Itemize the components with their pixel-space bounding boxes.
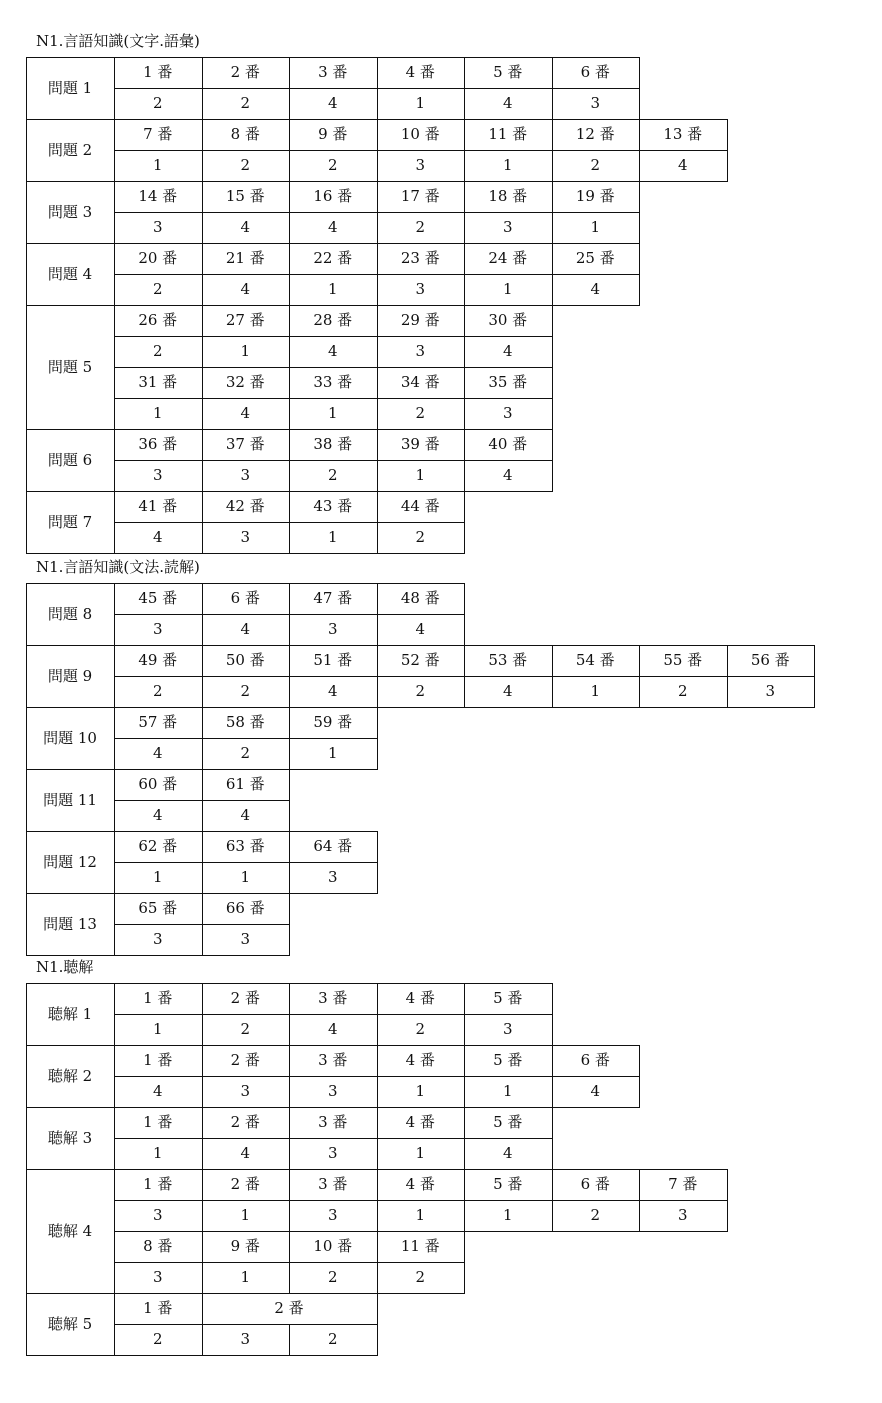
answer-value: 4 (152, 528, 163, 546)
answer-value: 3 (590, 94, 601, 112)
answer-value: 4 (590, 280, 601, 298)
answer-value: 4 (327, 94, 338, 112)
section-title: N1.言語知識(文字.語彙) (36, 32, 200, 50)
question-number: 49 番 (138, 651, 178, 669)
question-number: 8 番 (230, 125, 260, 143)
answer-value: 2 (415, 1020, 426, 1038)
answer-value: 2 (152, 1330, 163, 1348)
question-number: 6 番 (580, 63, 610, 81)
question-label: 問題 7 (47, 512, 93, 531)
answer-value: 4 (240, 404, 251, 422)
question-number: 18 番 (488, 187, 528, 205)
question-number: 2 番 (274, 1299, 304, 1317)
answer-value: 4 (502, 682, 513, 700)
question-number: 12 番 (575, 125, 615, 143)
question-label: 問題 3 (47, 202, 93, 221)
answer-value: 2 (240, 682, 251, 700)
question-number: 14 番 (138, 187, 178, 205)
answer-value: 2 (240, 744, 251, 762)
question-number: 58 番 (225, 713, 265, 731)
answer-value: 3 (152, 930, 163, 948)
answer-value: 3 (502, 218, 513, 236)
question-number: 27 番 (225, 311, 265, 329)
question-number: 60 番 (138, 775, 178, 793)
answer-value: 2 (152, 280, 163, 298)
answer-value: 4 (327, 218, 338, 236)
question-number: 24 番 (488, 249, 528, 267)
answer-value: 3 (240, 1330, 251, 1348)
answer-value: 1 (327, 528, 338, 546)
question-number: 47 番 (313, 589, 353, 607)
question-number: 15 番 (225, 187, 265, 205)
answer-value: 2 (327, 1268, 338, 1286)
answer-value: 4 (327, 682, 338, 700)
answer-value: 3 (502, 1020, 513, 1038)
question-label: 問題 12 (43, 852, 97, 871)
question-number: 57 番 (138, 713, 178, 731)
question-number: 28 番 (313, 311, 353, 329)
question-number: 1 番 (143, 1113, 173, 1131)
question-number: 3 番 (318, 989, 348, 1007)
answer-value: 2 (415, 218, 426, 236)
answer-value: 3 (327, 868, 338, 886)
answer-value: 3 (152, 1268, 163, 1286)
answer-value: 4 (502, 342, 513, 360)
section-title: N1.聴解 (36, 958, 94, 976)
question-label: 問題 13 (43, 914, 97, 933)
question-number: 56 番 (750, 651, 790, 669)
question-number: 5 番 (493, 989, 523, 1007)
answer-value: 4 (152, 806, 163, 824)
question-number: 38 番 (313, 435, 353, 453)
answer-value: 4 (415, 620, 426, 638)
question-number: 66 番 (225, 899, 265, 917)
question-label: 問題 4 (47, 264, 93, 283)
answer-value: 3 (415, 280, 426, 298)
answer-value: 4 (152, 1082, 163, 1100)
answer-value: 3 (677, 1206, 688, 1224)
question-number: 23 番 (400, 249, 440, 267)
question-number: 50 番 (225, 651, 265, 669)
question-number: 39 番 (400, 435, 440, 453)
question-number: 26 番 (138, 311, 178, 329)
answer-value: 1 (415, 1082, 426, 1100)
answer-value: 1 (415, 1144, 426, 1162)
answer-value: 2 (590, 156, 601, 174)
question-number: 42 番 (225, 497, 265, 515)
question-number: 34 番 (400, 373, 440, 391)
question-number: 25 番 (575, 249, 615, 267)
answer-value: 2 (240, 94, 251, 112)
question-label: 問題 5 (47, 357, 93, 376)
question-label: 問題 1 (47, 78, 93, 97)
question-number: 22 番 (313, 249, 353, 267)
question-number: 16 番 (313, 187, 353, 205)
question-number: 33 番 (313, 373, 353, 391)
answer-value: 2 (327, 466, 338, 484)
question-label: 聴解 4 (47, 1221, 93, 1240)
question-label: 問題 2 (47, 140, 93, 159)
question-number: 6 番 (230, 589, 260, 607)
answer-value: 3 (502, 404, 513, 422)
question-number: 1 番 (143, 1051, 173, 1069)
answer-value: 1 (240, 868, 251, 886)
answer-value: 4 (677, 156, 688, 174)
question-number: 10 番 (400, 125, 440, 143)
answer-value: 1 (502, 1082, 513, 1100)
answer-value: 4 (240, 620, 251, 638)
question-number: 55 番 (663, 651, 703, 669)
question-number: 2 番 (230, 989, 260, 1007)
answer-value: 4 (327, 342, 338, 360)
question-number: 61 番 (225, 775, 265, 793)
question-number: 2 番 (230, 63, 260, 81)
question-number: 5 番 (493, 1113, 523, 1131)
answer-value: 1 (152, 156, 163, 174)
question-number: 8 番 (143, 1237, 173, 1255)
question-number: 4 番 (405, 1113, 435, 1131)
answer-value: 1 (152, 1020, 163, 1038)
answer-value: 3 (240, 1082, 251, 1100)
answer-value: 4 (240, 218, 251, 236)
answer-value: 2 (415, 404, 426, 422)
question-number: 5 番 (493, 1051, 523, 1069)
answer-value: 1 (240, 1206, 251, 1224)
question-label: 問題 8 (47, 604, 93, 623)
question-number: 21 番 (225, 249, 265, 267)
question-number: 7 番 (143, 125, 173, 143)
answer-value: 3 (240, 466, 251, 484)
answer-value: 4 (590, 1082, 601, 1100)
question-number: 3 番 (318, 63, 348, 81)
question-number: 4 番 (405, 1175, 435, 1193)
question-number: 2 番 (230, 1051, 260, 1069)
question-number: 6 番 (580, 1175, 610, 1193)
answer-value: 1 (590, 218, 601, 236)
question-number: 9 番 (318, 125, 348, 143)
question-number: 1 番 (143, 63, 173, 81)
answer-value: 2 (240, 156, 251, 174)
question-number: 51 番 (313, 651, 353, 669)
question-number: 5 番 (493, 1175, 523, 1193)
question-number: 43 番 (313, 497, 353, 515)
answer-value: 4 (327, 1020, 338, 1038)
answer-value: 1 (152, 1144, 163, 1162)
answer-value: 1 (415, 1206, 426, 1224)
question-number: 48 番 (400, 589, 440, 607)
answer-value: 1 (415, 94, 426, 112)
answer-value: 2 (152, 94, 163, 112)
answer-value: 1 (327, 744, 338, 762)
question-number: 44 番 (400, 497, 440, 515)
question-number: 5 番 (493, 63, 523, 81)
answer-value: 4 (502, 1144, 513, 1162)
question-number: 52 番 (400, 651, 440, 669)
question-number: 53 番 (488, 651, 528, 669)
question-number: 2 番 (230, 1175, 260, 1193)
answer-value: 3 (327, 1082, 338, 1100)
answer-value: 1 (152, 404, 163, 422)
question-number: 13 番 (663, 125, 703, 143)
answer-value: 2 (152, 342, 163, 360)
question-number: 32 番 (225, 373, 265, 391)
answer-value: 2 (590, 1206, 601, 1224)
question-label: 問題 11 (43, 790, 97, 809)
answer-value: 3 (327, 1144, 338, 1162)
answer-value: 1 (327, 404, 338, 422)
answer-value: 3 (240, 930, 251, 948)
question-number: 31 番 (138, 373, 178, 391)
answer-value: 2 (327, 156, 338, 174)
answer-value: 4 (240, 806, 251, 824)
answer-value: 2 (327, 1330, 338, 1348)
question-number: 1 番 (143, 1175, 173, 1193)
answer-value: 2 (677, 682, 688, 700)
question-number: 30 番 (488, 311, 528, 329)
question-number: 41 番 (138, 497, 178, 515)
question-number: 4 番 (405, 1051, 435, 1069)
question-label: 聴解 1 (47, 1004, 93, 1023)
answer-value: 1 (152, 868, 163, 886)
question-number: 20 番 (138, 249, 178, 267)
question-number: 7 番 (668, 1175, 698, 1193)
question-number: 59 番 (313, 713, 353, 731)
question-label: 問題 6 (47, 450, 93, 469)
answer-value: 2 (415, 1268, 426, 1286)
answer-value: 1 (240, 342, 251, 360)
answer-value: 3 (415, 342, 426, 360)
question-number: 62 番 (138, 837, 178, 855)
answer-value: 3 (152, 1206, 163, 1224)
question-number: 37 番 (225, 435, 265, 453)
question-label: 問題 9 (47, 666, 93, 685)
question-number: 29 番 (400, 311, 440, 329)
question-number: 1 番 (143, 989, 173, 1007)
answer-value: 1 (327, 280, 338, 298)
answer-value: 2 (152, 682, 163, 700)
question-number: 9 番 (230, 1237, 260, 1255)
question-number: 1 番 (143, 1299, 173, 1317)
question-number: 4 番 (405, 63, 435, 81)
answer-value: 1 (415, 466, 426, 484)
question-number: 40 番 (488, 435, 528, 453)
question-number: 3 番 (318, 1175, 348, 1193)
question-number: 35 番 (488, 373, 528, 391)
question-number: 2 番 (230, 1113, 260, 1131)
answer-value: 4 (152, 744, 163, 762)
question-number: 3 番 (318, 1113, 348, 1131)
question-number: 17 番 (400, 187, 440, 205)
answer-value: 2 (415, 682, 426, 700)
answer-value: 1 (502, 280, 513, 298)
question-number: 4 番 (405, 989, 435, 1007)
question-label: 聴解 3 (47, 1128, 93, 1147)
answer-value: 4 (502, 466, 513, 484)
answer-value: 3 (152, 218, 163, 236)
answer-value: 4 (240, 1144, 251, 1162)
answer-value: 3 (152, 620, 163, 638)
question-number: 64 番 (313, 837, 353, 855)
question-number: 11 番 (400, 1237, 440, 1255)
question-number: 6 番 (580, 1051, 610, 1069)
question-number: 10 番 (313, 1237, 353, 1255)
question-label: 問題 10 (43, 728, 97, 747)
question-number: 65 番 (138, 899, 178, 917)
answer-value: 3 (327, 620, 338, 638)
section-title: N1.言語知識(文法.読解) (36, 558, 200, 576)
answer-value: 1 (240, 1268, 251, 1286)
question-number: 54 番 (575, 651, 615, 669)
answer-value: 1 (502, 1206, 513, 1224)
answer-value: 3 (240, 528, 251, 546)
answer-value: 3 (327, 1206, 338, 1224)
question-number: 63 番 (225, 837, 265, 855)
question-number: 19 番 (575, 187, 615, 205)
answer-value: 3 (765, 682, 776, 700)
question-number: 36 番 (138, 435, 178, 453)
answer-value: 2 (240, 1020, 251, 1038)
answer-value: 4 (240, 280, 251, 298)
answer-value: 3 (415, 156, 426, 174)
answer-value: 1 (590, 682, 601, 700)
question-number: 45 番 (138, 589, 178, 607)
question-label: 聴解 2 (47, 1066, 93, 1085)
question-number: 11 番 (488, 125, 528, 143)
answer-value: 1 (502, 156, 513, 174)
question-number: 3 番 (318, 1051, 348, 1069)
answer-value: 3 (152, 466, 163, 484)
answer-value: 4 (502, 94, 513, 112)
answer-value: 2 (415, 528, 426, 546)
question-label: 聴解 5 (47, 1314, 93, 1333)
